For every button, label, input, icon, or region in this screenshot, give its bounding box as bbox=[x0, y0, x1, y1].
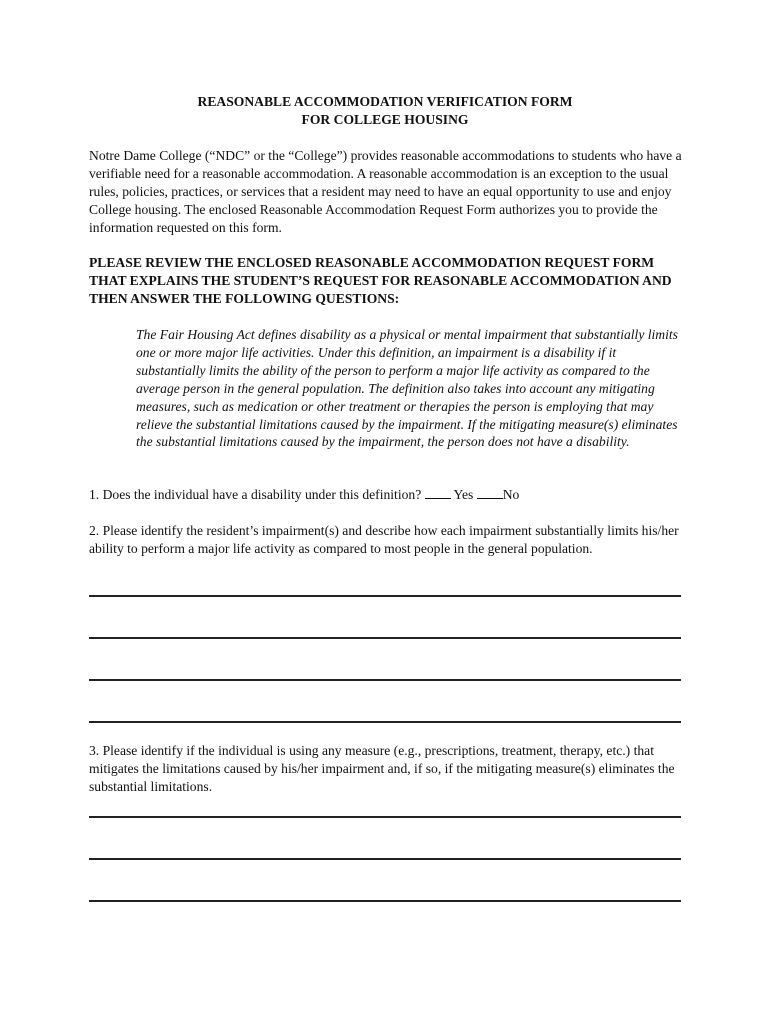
form-title-line-2: FOR COLLEGE HOUSING bbox=[301, 112, 469, 127]
answer-line-q2-2[interactable] bbox=[89, 637, 681, 639]
yes-label: Yes bbox=[453, 487, 474, 502]
no-label: No bbox=[502, 487, 520, 502]
instruction-paragraph: PLEASE REVIEW THE ENCLOSED REASONABLE ACCOMMODATION REQUEST FORM THAT EXPLAINS THE STUDENT’S REQUEST FOR REASONABLE ACCOMMODATION AND THEN ANSWER THE FOLLOWING QUESTIONS: bbox=[89, 255, 672, 306]
question-3: 3. Please identify if the individual is using any measure (e.g., prescriptions, treatment, therapy, etc.) that mitigates the limitations caused by his/her impairment and, if so, if the mitigating measure(s) eliminates the substantial limitations. bbox=[89, 743, 675, 794]
answer-line-q3-2[interactable] bbox=[89, 858, 681, 860]
form-title bbox=[89, 93, 681, 129]
question-1 bbox=[89, 486, 685, 504]
yes-blank[interactable] bbox=[425, 486, 451, 499]
disability-definition: The Fair Housing Act defines disability as a physical or mental impairment that substantially limits one or more major life activities. Under this definition, an impairment is a disability if it substantially limits the ability of the person to perform a major life activity as compared to the average person in the general population. The definition also takes into account any mitigating measures, such as medication or other treatment or therapies the person is employing that may relieve the substantial limitations caused by the impairment. If the mitigating measure(s) eliminates the substantial limitations caused by the impairment, the person does not have a disability. bbox=[136, 327, 678, 450]
question-1-text: 1. Does the individual have a disability under this definition? bbox=[89, 487, 422, 502]
question-2: 2. Please identify the resident’s impairment(s) and describe how each impairment substantially limits his/her ability to perform a major life activity as compared to most people in the general population. bbox=[89, 523, 679, 556]
no-blank[interactable] bbox=[477, 486, 503, 499]
answer-line-q2-3[interactable] bbox=[89, 679, 681, 681]
answer-line-q3-1[interactable] bbox=[89, 816, 681, 818]
answer-line-q2-4[interactable] bbox=[89, 721, 681, 723]
answer-line-q2-1[interactable] bbox=[89, 595, 681, 597]
answer-line-q3-3[interactable] bbox=[89, 900, 681, 902]
intro-paragraph: Notre Dame College (“NDC” or the “College”) provides reasonable accommodations to students who have a verifiable need for a reasonable accommodation. A reasonable accommodation is an exception to the usual rules, policies, practices, or services that a resident may need to have an equal opportunity to use and enjoy College housing. The enclosed Reasonable Accommodation Request Form authorizes you to provide the information requested on this form. bbox=[89, 148, 682, 235]
form-title-line-1: REASONABLE ACCOMMODATION VERIFICATION FORM bbox=[197, 94, 573, 109]
